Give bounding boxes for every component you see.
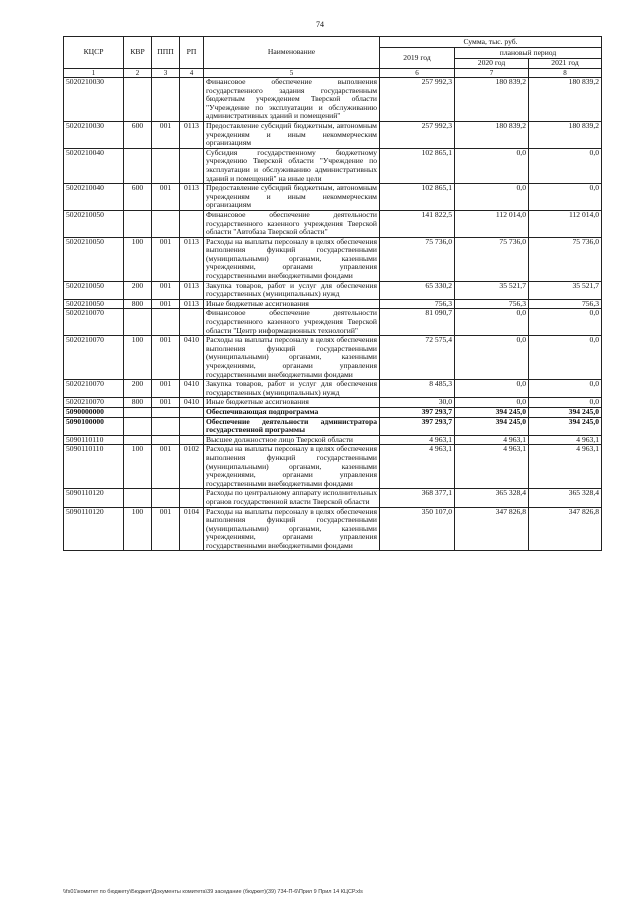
cell-kvr: 600 (124, 121, 152, 148)
cell-amount-2020: 112 014,0 (455, 210, 529, 237)
cell-kvr (124, 407, 152, 417)
cell-amount-2019: 257 992,3 (380, 78, 455, 122)
table-row (64, 417, 602, 435)
table-row (64, 281, 602, 299)
cell-name: Закупка товаров, работ и услуг для обеспечения государственных (муниципальных) нужд (204, 281, 380, 299)
table-row (64, 184, 602, 211)
table-row (64, 489, 602, 507)
header-sum: Сумма, тыс. руб. (380, 37, 602, 48)
cell-kvr (124, 309, 152, 336)
cell-amount-2021: 112 014,0 (529, 210, 602, 237)
cell-amount-2019: 30,0 (380, 398, 455, 408)
cell-amount-2019: 257 992,3 (380, 121, 455, 148)
column-number: 3 (152, 69, 180, 78)
footer-file-path: \\fs01\комитет по бюджету\Бюджет\Документы комитета\39 заседание (бюджет)(39) 734-П-6\Прил 9 Прил 14 КЦСР.xls (63, 889, 363, 895)
cell-amount-2021: 4 963,1 (529, 435, 602, 445)
column-number: 6 (380, 69, 455, 78)
cell-amount-2021: 394 245,0 (529, 417, 602, 435)
cell-amount-2021: 0,0 (529, 380, 602, 398)
cell-amount-2021: 0,0 (529, 398, 602, 408)
cell-name: Финансовое обеспечение выполнения государственного задания государственным бюджетным учреждением Тверской области "Учреждение по эксплуатации и обслуживанию административных зданий и помещений" (204, 78, 380, 122)
table-row (64, 507, 602, 551)
cell-ppp: 001 (152, 445, 180, 489)
cell-kcsr: 5020210050 (64, 299, 124, 309)
cell-ppp (152, 309, 180, 336)
cell-rp (180, 210, 204, 237)
cell-kvr (124, 489, 152, 507)
cell-amount-2020: 365 328,4 (455, 489, 529, 507)
table-row (64, 407, 602, 417)
cell-kcsr: 5020210030 (64, 78, 124, 122)
cell-amount-2019: 65 330,2 (380, 281, 455, 299)
cell-name: Иные бюджетные ассигнования (204, 299, 380, 309)
cell-name: Расходы на выплаты персоналу в целях обеспечения выполнения функций государственными (муниципальными) органами, казенными учреждениями, органами управления государственными внебюджетными фондами (204, 507, 380, 551)
cell-amount-2019: 102 865,1 (380, 184, 455, 211)
cell-amount-2019: 756,3 (380, 299, 455, 309)
cell-name: Иные бюджетные ассигнования (204, 398, 380, 408)
header-2021: 2021 год (529, 59, 602, 69)
cell-amount-2020: 0,0 (455, 184, 529, 211)
cell-kcsr: 5090110110 (64, 445, 124, 489)
cell-amount-2021: 756,3 (529, 299, 602, 309)
cell-ppp: 001 (152, 237, 180, 281)
cell-kvr: 100 (124, 237, 152, 281)
cell-ppp: 001 (152, 507, 180, 551)
cell-kvr (124, 148, 152, 183)
cell-kcsr: 5090100000 (64, 417, 124, 435)
cell-amount-2019: 350 107,0 (380, 507, 455, 551)
cell-amount-2020: 394 245,0 (455, 417, 529, 435)
cell-ppp: 001 (152, 121, 180, 148)
cell-name: Обеспечение деятельности администратора государственной программы (204, 417, 380, 435)
cell-amount-2020: 0,0 (455, 309, 529, 336)
cell-kcsr: 5090110110 (64, 435, 124, 445)
cell-kcsr: 5020210050 (64, 281, 124, 299)
cell-amount-2019: 75 736,0 (380, 237, 455, 281)
column-number: 8 (529, 69, 602, 78)
cell-rp (180, 489, 204, 507)
cell-amount-2019: 141 822,5 (380, 210, 455, 237)
cell-rp (180, 148, 204, 183)
cell-rp: 0113 (180, 121, 204, 148)
cell-kvr: 100 (124, 507, 152, 551)
cell-amount-2020: 756,3 (455, 299, 529, 309)
cell-name: Расходы на выплаты персоналу в целях обеспечения выполнения функций государственными (муниципальными) органами, казенными учреждениями, органами управления государственными внебюджетными фондами (204, 336, 380, 380)
cell-kcsr: 5090110120 (64, 507, 124, 551)
cell-amount-2020: 0,0 (455, 336, 529, 380)
table-row (64, 237, 602, 281)
header-planned-period: плановый период (455, 48, 602, 59)
cell-name: Финансовое обеспечение деятельности государственного казенного учреждения Тверской области "Центр информационных технологий" (204, 309, 380, 336)
table-row (64, 210, 602, 237)
cell-ppp: 001 (152, 398, 180, 408)
cell-rp (180, 309, 204, 336)
cell-amount-2021: 75 736,0 (529, 237, 602, 281)
cell-rp (180, 407, 204, 417)
header-rp: РП (180, 37, 204, 69)
cell-rp (180, 417, 204, 435)
table-row (64, 309, 602, 336)
cell-rp: 0410 (180, 398, 204, 408)
table-row (64, 445, 602, 489)
table-row (64, 78, 602, 122)
cell-kvr: 200 (124, 380, 152, 398)
cell-amount-2021: 180 839,2 (529, 121, 602, 148)
cell-amount-2020: 0,0 (455, 148, 529, 183)
cell-amount-2021: 0,0 (529, 309, 602, 336)
cell-kvr (124, 417, 152, 435)
cell-kvr (124, 210, 152, 237)
cell-amount-2020: 0,0 (455, 398, 529, 408)
cell-name: Расходы на выплаты персоналу в целях обеспечения выполнения функций государственными (муниципальными) органами, казенными учреждениями, органами управления государственными внебюджетными фондами (204, 237, 380, 281)
cell-amount-2019: 368 377,1 (380, 489, 455, 507)
cell-amount-2019: 8 485,3 (380, 380, 455, 398)
header-name: Наименование (204, 37, 380, 69)
cell-amount-2019: 4 963,1 (380, 435, 455, 445)
cell-amount-2020: 4 963,1 (455, 445, 529, 489)
cell-amount-2021: 35 521,7 (529, 281, 602, 299)
table-body (64, 78, 602, 551)
cell-kvr: 100 (124, 445, 152, 489)
cell-ppp (152, 407, 180, 417)
cell-name: Предоставление субсидий бюджетным, автономным учреждениям и иным некоммерческим организациям (204, 121, 380, 148)
cell-rp: 0113 (180, 281, 204, 299)
cell-amount-2021: 180 839,2 (529, 78, 602, 122)
cell-ppp: 001 (152, 184, 180, 211)
cell-amount-2021: 0,0 (529, 336, 602, 380)
cell-amount-2020: 35 521,7 (455, 281, 529, 299)
cell-kcsr: 5020210070 (64, 398, 124, 408)
cell-ppp: 001 (152, 336, 180, 380)
column-number: 7 (455, 69, 529, 78)
cell-name: Расходы на выплаты персоналу в целях обеспечения выполнения функций государственными (муниципальными) органами, казенными учреждениями, органами управления государственными внебюджетными фондами (204, 445, 380, 489)
column-number: 1 (64, 69, 124, 78)
header-2020: 2020 год (455, 59, 529, 69)
cell-kcsr: 5090000000 (64, 407, 124, 417)
cell-ppp (152, 489, 180, 507)
table-row (64, 380, 602, 398)
header-kcsr: КЦСР (64, 37, 124, 69)
column-number: 2 (124, 69, 152, 78)
cell-kvr: 100 (124, 336, 152, 380)
cell-rp: 0113 (180, 237, 204, 281)
cell-amount-2019: 81 090,7 (380, 309, 455, 336)
cell-kvr: 800 (124, 299, 152, 309)
budget-table (63, 36, 602, 551)
cell-rp: 0410 (180, 336, 204, 380)
table-row (64, 336, 602, 380)
header-2019: 2019 год (380, 48, 455, 69)
cell-kvr (124, 78, 152, 122)
cell-kcsr: 5090110120 (64, 489, 124, 507)
cell-kvr: 800 (124, 398, 152, 408)
cell-kcsr: 5020210030 (64, 121, 124, 148)
cell-amount-2019: 397 293,7 (380, 407, 455, 417)
cell-name: Обеспечивающая подпрограмма (204, 407, 380, 417)
cell-kvr: 600 (124, 184, 152, 211)
cell-amount-2019: 397 293,7 (380, 417, 455, 435)
cell-rp: 0102 (180, 445, 204, 489)
cell-amount-2020: 0,0 (455, 380, 529, 398)
cell-amount-2020: 347 826,8 (455, 507, 529, 551)
cell-kcsr: 5020210050 (64, 237, 124, 281)
cell-name: Закупка товаров, работ и услуг для обеспечения государственных (муниципальных) нужд (204, 380, 380, 398)
cell-kcsr: 5020210040 (64, 148, 124, 183)
cell-amount-2020: 4 963,1 (455, 435, 529, 445)
cell-kcsr: 5020210040 (64, 184, 124, 211)
cell-amount-2020: 180 839,2 (455, 121, 529, 148)
cell-name: Предоставление субсидий бюджетным, автономным учреждениям и иным некоммерческим организациям (204, 184, 380, 211)
cell-ppp: 001 (152, 299, 180, 309)
cell-name: Субсидия государственному бюджетному учреждению Тверской области "Учреждение по эксплуатации и обслуживанию административных зданий и помещений" на иные цели (204, 148, 380, 183)
cell-rp: 0113 (180, 299, 204, 309)
cell-kcsr: 5020210070 (64, 309, 124, 336)
cell-name: Финансовое обеспечение деятельности государственного казенного учреждения Тверской области "Автобаза Тверской области" (204, 210, 380, 237)
cell-amount-2019: 4 963,1 (380, 445, 455, 489)
cell-rp (180, 78, 204, 122)
cell-ppp (152, 417, 180, 435)
cell-rp: 0104 (180, 507, 204, 551)
cell-name: Высшее должностное лицо Тверской области (204, 435, 380, 445)
table-row (64, 148, 602, 183)
cell-ppp (152, 78, 180, 122)
page-number: 74 (316, 20, 324, 29)
cell-amount-2021: 0,0 (529, 184, 602, 211)
cell-kcsr: 5020210050 (64, 210, 124, 237)
table-row (64, 121, 602, 148)
cell-amount-2019: 102 865,1 (380, 148, 455, 183)
cell-amount-2020: 75 736,0 (455, 237, 529, 281)
cell-kcsr: 5020210070 (64, 336, 124, 380)
column-number: 5 (204, 69, 380, 78)
cell-ppp (152, 148, 180, 183)
header-kvr: КВР (124, 37, 152, 69)
cell-amount-2021: 347 826,8 (529, 507, 602, 551)
cell-rp: 0410 (180, 380, 204, 398)
cell-ppp: 001 (152, 380, 180, 398)
cell-kcsr: 5020210070 (64, 380, 124, 398)
cell-name: Расходы по центральному аппарату исполнительных органов государственной власти Тверской области (204, 489, 380, 507)
header-ppp: ППП (152, 37, 180, 69)
cell-amount-2019: 72 575,4 (380, 336, 455, 380)
cell-amount-2021: 4 963,1 (529, 445, 602, 489)
cell-amount-2021: 365 328,4 (529, 489, 602, 507)
cell-amount-2021: 0,0 (529, 148, 602, 183)
cell-kvr: 200 (124, 281, 152, 299)
cell-ppp: 001 (152, 281, 180, 299)
cell-amount-2020: 180 839,2 (455, 78, 529, 122)
column-number: 4 (180, 69, 204, 78)
cell-ppp (152, 210, 180, 237)
cell-rp: 0113 (180, 184, 204, 211)
cell-amount-2020: 394 245,0 (455, 407, 529, 417)
cell-amount-2021: 394 245,0 (529, 407, 602, 417)
